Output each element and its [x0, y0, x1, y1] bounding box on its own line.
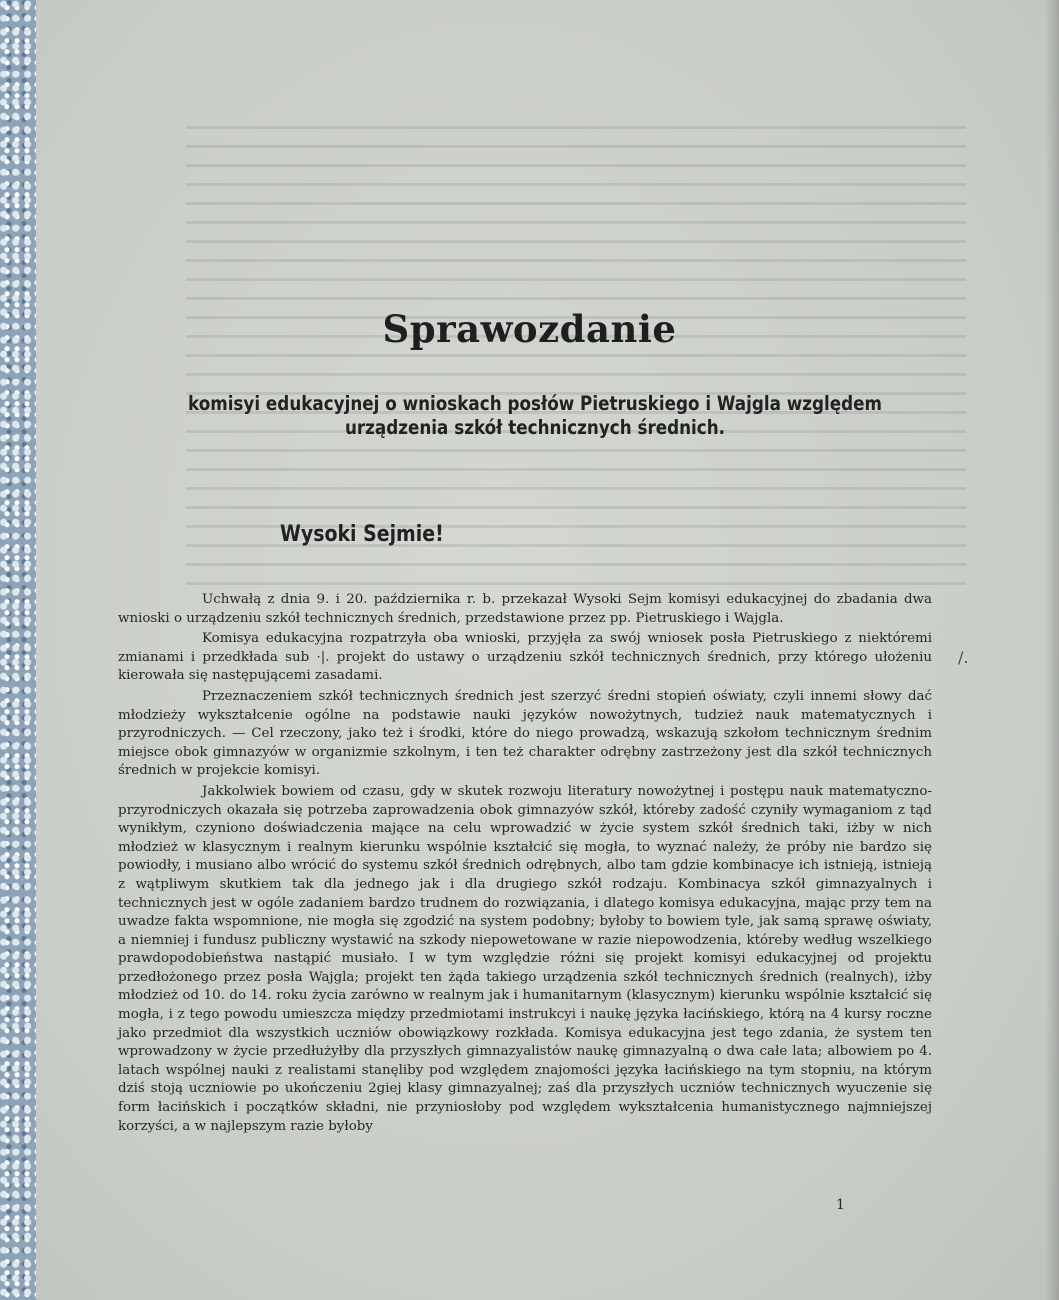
paragraph: Jakkolwiek bowiem od czasu, gdy w skutek rozwoju literatury nowożytnej i postępu nauk matematyczno-przyrodniczych okazała się potrzeba zaprowadzenia obok gimnazyów szkół, któreby zadość czyniły wymaganiom z tąd wynikłym, czyniono doświadczenia mające na celu wprowadzić w życie system szkół średnich taki, iżby w nich młodzież w klasycznym i realnym kierunku wspólnie kształcić się mogła, to wyznać należy, że próby nie bardzo się powiodły, i musiano albo wrócić do systemu szkół średnich odrębnych, albo tam gdzie kombinacye ich istnieją, istnieją z wątpliwym skutkiem tak dla jednego jak i dla drugiego szkół rodzaju. Kombinacya szkół gimnazyalnych i technicznych jest w ogóle zadaniem bardzo trudnem do rozwiązania, i dlatego komisya edukacyjna, mając przy tem na uwadze fakta wspomnione, nie mogła się zgodzić na system podobny; byłoby to bowiem tyle, jak samą sprawę oświaty, a niemniej i fundusz publiczny wystawić na szkody niepowetowane w razie niepowodzenia, któreby według wszelkiego prawdopodobieństwa nastąpić musiało. I w tym względzie różni się projekt komisyi edukacyjnej od projektu przedłożonego przez posła Wajgla; projekt ten żąda takiego urządzenia szkół technicznych średnich (realnych), iżby młodzież od 10. do 14. roku życia zarówno w realnym jak i humanitarnym (klasycznym) kierunku wspólnie kształcić się mogła, i z tego powodu umieszcza między przedmiotami instrukcyi i naukę języka łacińskiego, którą na 4 kursy roczne jako przedmiot dla wszystkich uczniów obowiązkowy rozkłada. Komisya edukacyjna jest tego zdania, że system ten wprowadzony w życie przedłużyłby dla przyszłych gimnazyalistów naukę gimnazyalną o dwa całe lata; albowiem po 4. latach wspólnej nauki z realistami stanęliby pod względem znajomości języka łacińskiego na tym stopniu, na którym dziś stoją uczniowie po ukończeniu 2giej klasy gimnazyalnej; zaś dla przyszłych uczniów technicznych wyuczenie się form łacińskich i początków składni, nie przyniosłoby pod względem wykształcenia humanistycznego najmniejszej korzyści, a w najlepszym razie byłoby — [118, 783, 932, 1134]
document-title: Sprawozdanie — [382, 307, 677, 351]
body-text — [118, 591, 932, 1138]
margin-note: /. — [958, 648, 969, 667]
salutation: Wysoki Sejmie! — [280, 522, 444, 547]
paragraph: Komisya edukacyjna rozpatrzyła oba wnioski, przyjęła za swój wniosek posła Pietruskiego z niektóremi zmianami i przedkłada sub ·|. projekt do ustawy o urządzeniu szkół technicznych średnich, przy którego ułożeniu kierowała się następującemi zasadami. — [118, 631, 932, 684]
show-through-text — [186, 118, 966, 588]
page-number: 1 — [836, 1197, 845, 1213]
book-binding — [0, 0, 36, 1300]
paragraph: Uchwałą z dnia 9. i 20. października r. b. przekazał Wysoki Sejm komisyi edukacyjnej do zbadania dwa wnioski o urządzeniu szkół technicznych średnich, przedstawione przez pp. Pietruskiego i Wajgla. — [118, 592, 932, 626]
page-edge-shadow — [1045, 0, 1059, 1300]
paragraph: Przeznaczeniem szkół technicznych średnich jest szerzyć średni stopień oświaty, czyli innemi słowy dać młodzieży wykształcenie ogólne na podstawie nauki języków nowożytnych, tudzież nauk matematycznych i przyrodniczych. — Cel rzeczony, jako też i środki, które do niego prowadzą, wskazują szkołom technicznym średnim miejsce obok gimnazyów w organizmie szkolnym, i ten też charakter odrębny zastrzeżony jest dla szkół technicznych średnich w projekcie komisyi. — [118, 688, 932, 779]
document-subtitle: komisyi edukacyjnej o wnioskach posłów Pietruskiego i Wajgla względem urządzenia szkół technicznych średnich. — [187, 392, 883, 439]
